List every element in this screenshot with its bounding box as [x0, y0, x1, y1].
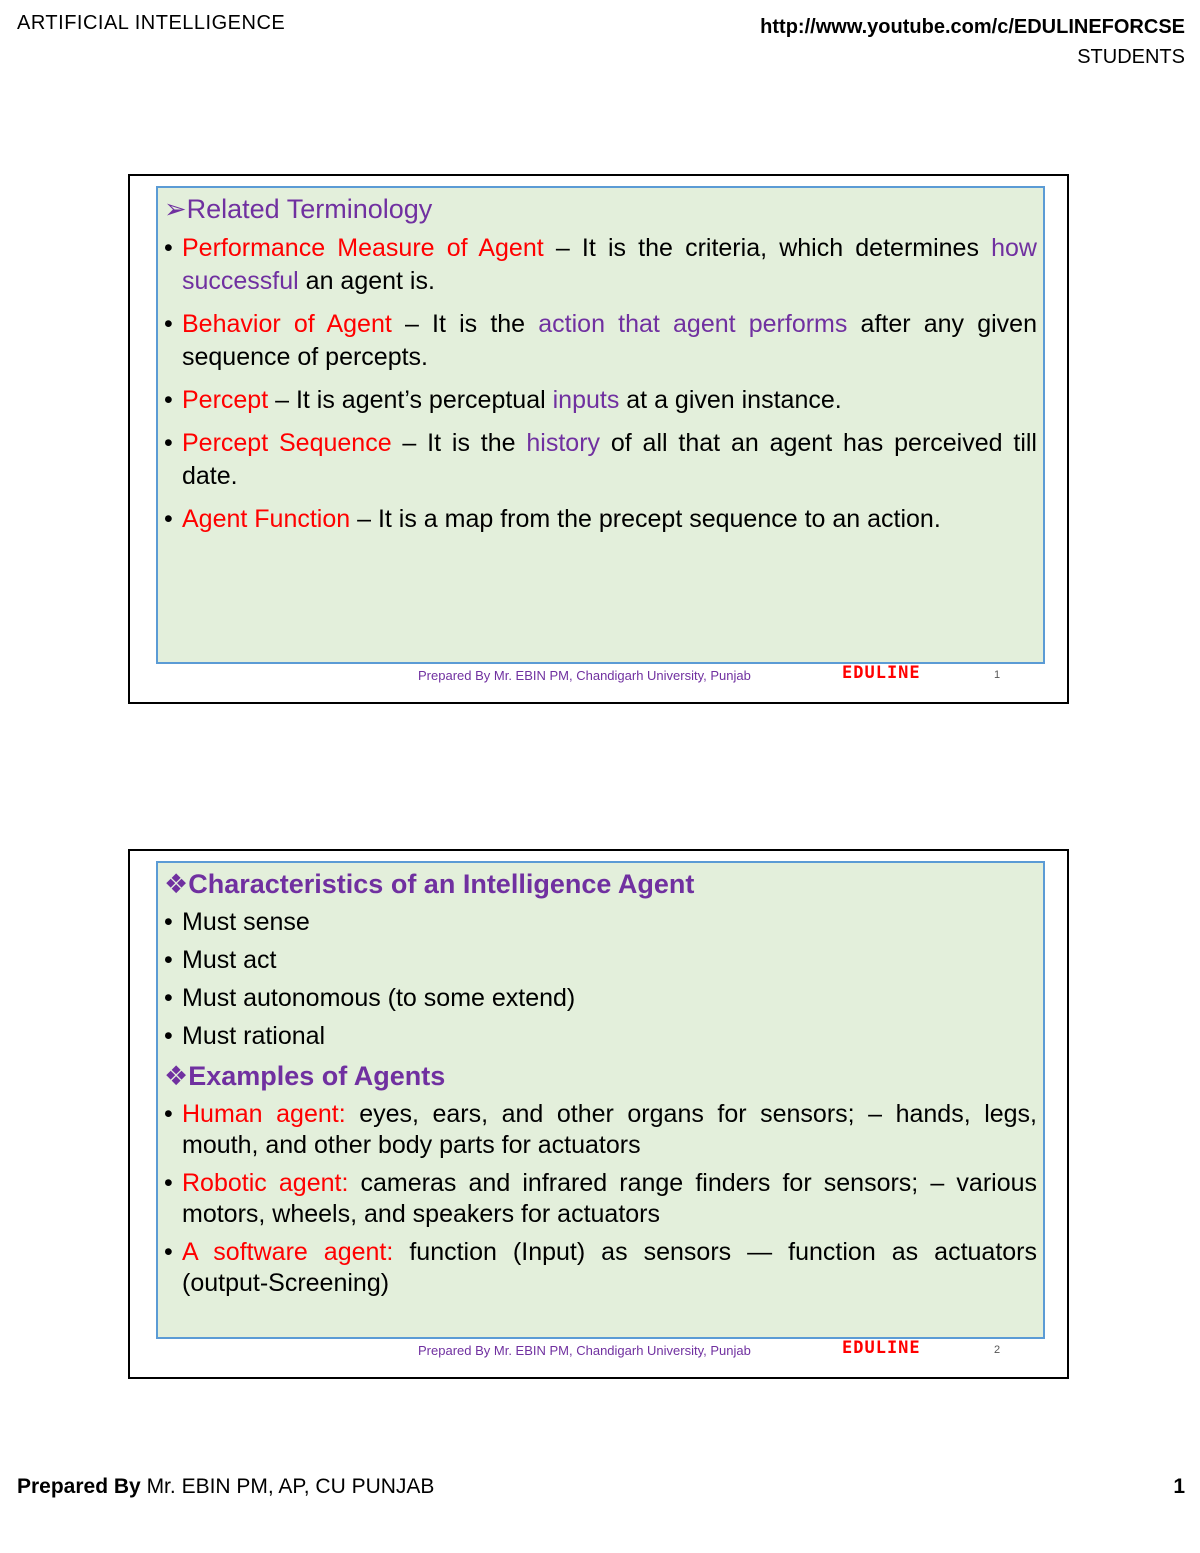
slide-number: 1 [994, 669, 1001, 681]
slide-2-footer [130, 1338, 1067, 1363]
list-item [164, 503, 1037, 536]
definition: – It is a map from the precept sequence to an action. [350, 505, 941, 533]
slide-2-heading-1 [164, 867, 1037, 901]
term: Agent Function [182, 505, 351, 533]
list-item: • Must act [164, 945, 1037, 976]
slide-1-footer [130, 663, 1067, 688]
term: A software agent: [182, 1238, 394, 1266]
document-header-url [760, 12, 1185, 72]
slide-footer-credit: Prepared By Mr. EBIN PM, Chandigarh University, Punjab [418, 1343, 751, 1358]
slide-2-heading-2-text: Examples of Agents [188, 1061, 446, 1091]
definition: – It is the [391, 310, 539, 338]
slide-1 [128, 174, 1069, 704]
term: Robotic agent: [182, 1169, 349, 1197]
list-item [164, 1237, 1037, 1299]
footer-credit-bold: Prepared By [17, 1475, 141, 1498]
definition: – It is the criteria, which determines [543, 234, 992, 262]
list-item [164, 384, 1037, 417]
term: Performance Measure of Agent [182, 234, 544, 262]
definition: function (Input) as sensors — function as actuators (output-Screening) [182, 1238, 1037, 1297]
list-item [164, 1099, 1037, 1161]
eduline-logo: EDULINE [842, 1338, 921, 1358]
list-item [164, 1168, 1037, 1230]
diamond-bullet-icon: ❖ [164, 869, 189, 899]
examples-list [164, 1099, 1037, 1299]
highlight: inputs [552, 386, 620, 414]
slide-2-heading-2 [164, 1059, 1037, 1093]
highlight: history [526, 429, 601, 457]
document-footer-credit [17, 1475, 434, 1499]
list-item [164, 308, 1037, 374]
term: Behavior of Agent [182, 310, 392, 338]
slide-footer-credit: Prepared By Mr. EBIN PM, Chandigarh University, Punjab [418, 668, 751, 683]
highlight: how successful [182, 234, 1037, 295]
slide-1-content [156, 186, 1045, 664]
term: Percept Sequence [182, 429, 392, 457]
diamond-bullet-icon: ❖ [164, 1061, 189, 1091]
list-item [164, 427, 1037, 493]
youtube-url-line2: STUDENTS [1077, 46, 1185, 68]
slide-1-heading [164, 192, 1037, 226]
list-item [164, 232, 1037, 298]
definition: – It is the [391, 429, 527, 457]
definition-end: after any given sequence of percepts. [182, 310, 1037, 371]
slide-2-content [156, 861, 1045, 1339]
list-item: • Must sense [164, 907, 1037, 938]
definition-end: an agent is. [298, 267, 435, 295]
definition-end: at a given instance. [619, 386, 842, 414]
slide-1-heading-text: Related Terminology [186, 194, 433, 224]
page-number: 1 [1173, 1475, 1185, 1498]
list-item: • Must rational [164, 1021, 1037, 1052]
arrow-bullet-icon: ➢ [164, 194, 187, 224]
list-item: • Must autonomous (to some extend) [164, 983, 1037, 1014]
slide-number: 2 [994, 1344, 1001, 1356]
definition: cameras and infrared range finders for sensors; – various motors, wheels, and speakers for actuators [182, 1169, 1038, 1228]
eduline-logo: EDULINE [842, 663, 921, 683]
footer-credit-rest: Mr. EBIN PM, AP, CU PUNJAB [140, 1475, 435, 1498]
characteristics-list [164, 907, 1037, 1052]
document-header-title: ARTIFICIAL INTELLIGENCE [17, 12, 286, 34]
slide-2-heading-1-text: Characteristics of an Intelligence Agent [188, 869, 695, 899]
definition: – It is agent’s perceptual [268, 386, 553, 414]
term: Percept [182, 386, 269, 414]
definition: eyes, ears, and other organs for sensors; – hands, legs, mouth, and other body parts for actuators [182, 1100, 1038, 1159]
definition-end: of all that an agent has perceived till date. [182, 429, 1037, 490]
youtube-url[interactable]: http://www.youtube.com/c/EDULINEFORCSE [760, 16, 1185, 38]
slide-2 [128, 849, 1069, 1379]
terminology-list [164, 232, 1037, 536]
term: Human agent: [182, 1100, 346, 1128]
highlight: action that agent performs [538, 310, 848, 338]
